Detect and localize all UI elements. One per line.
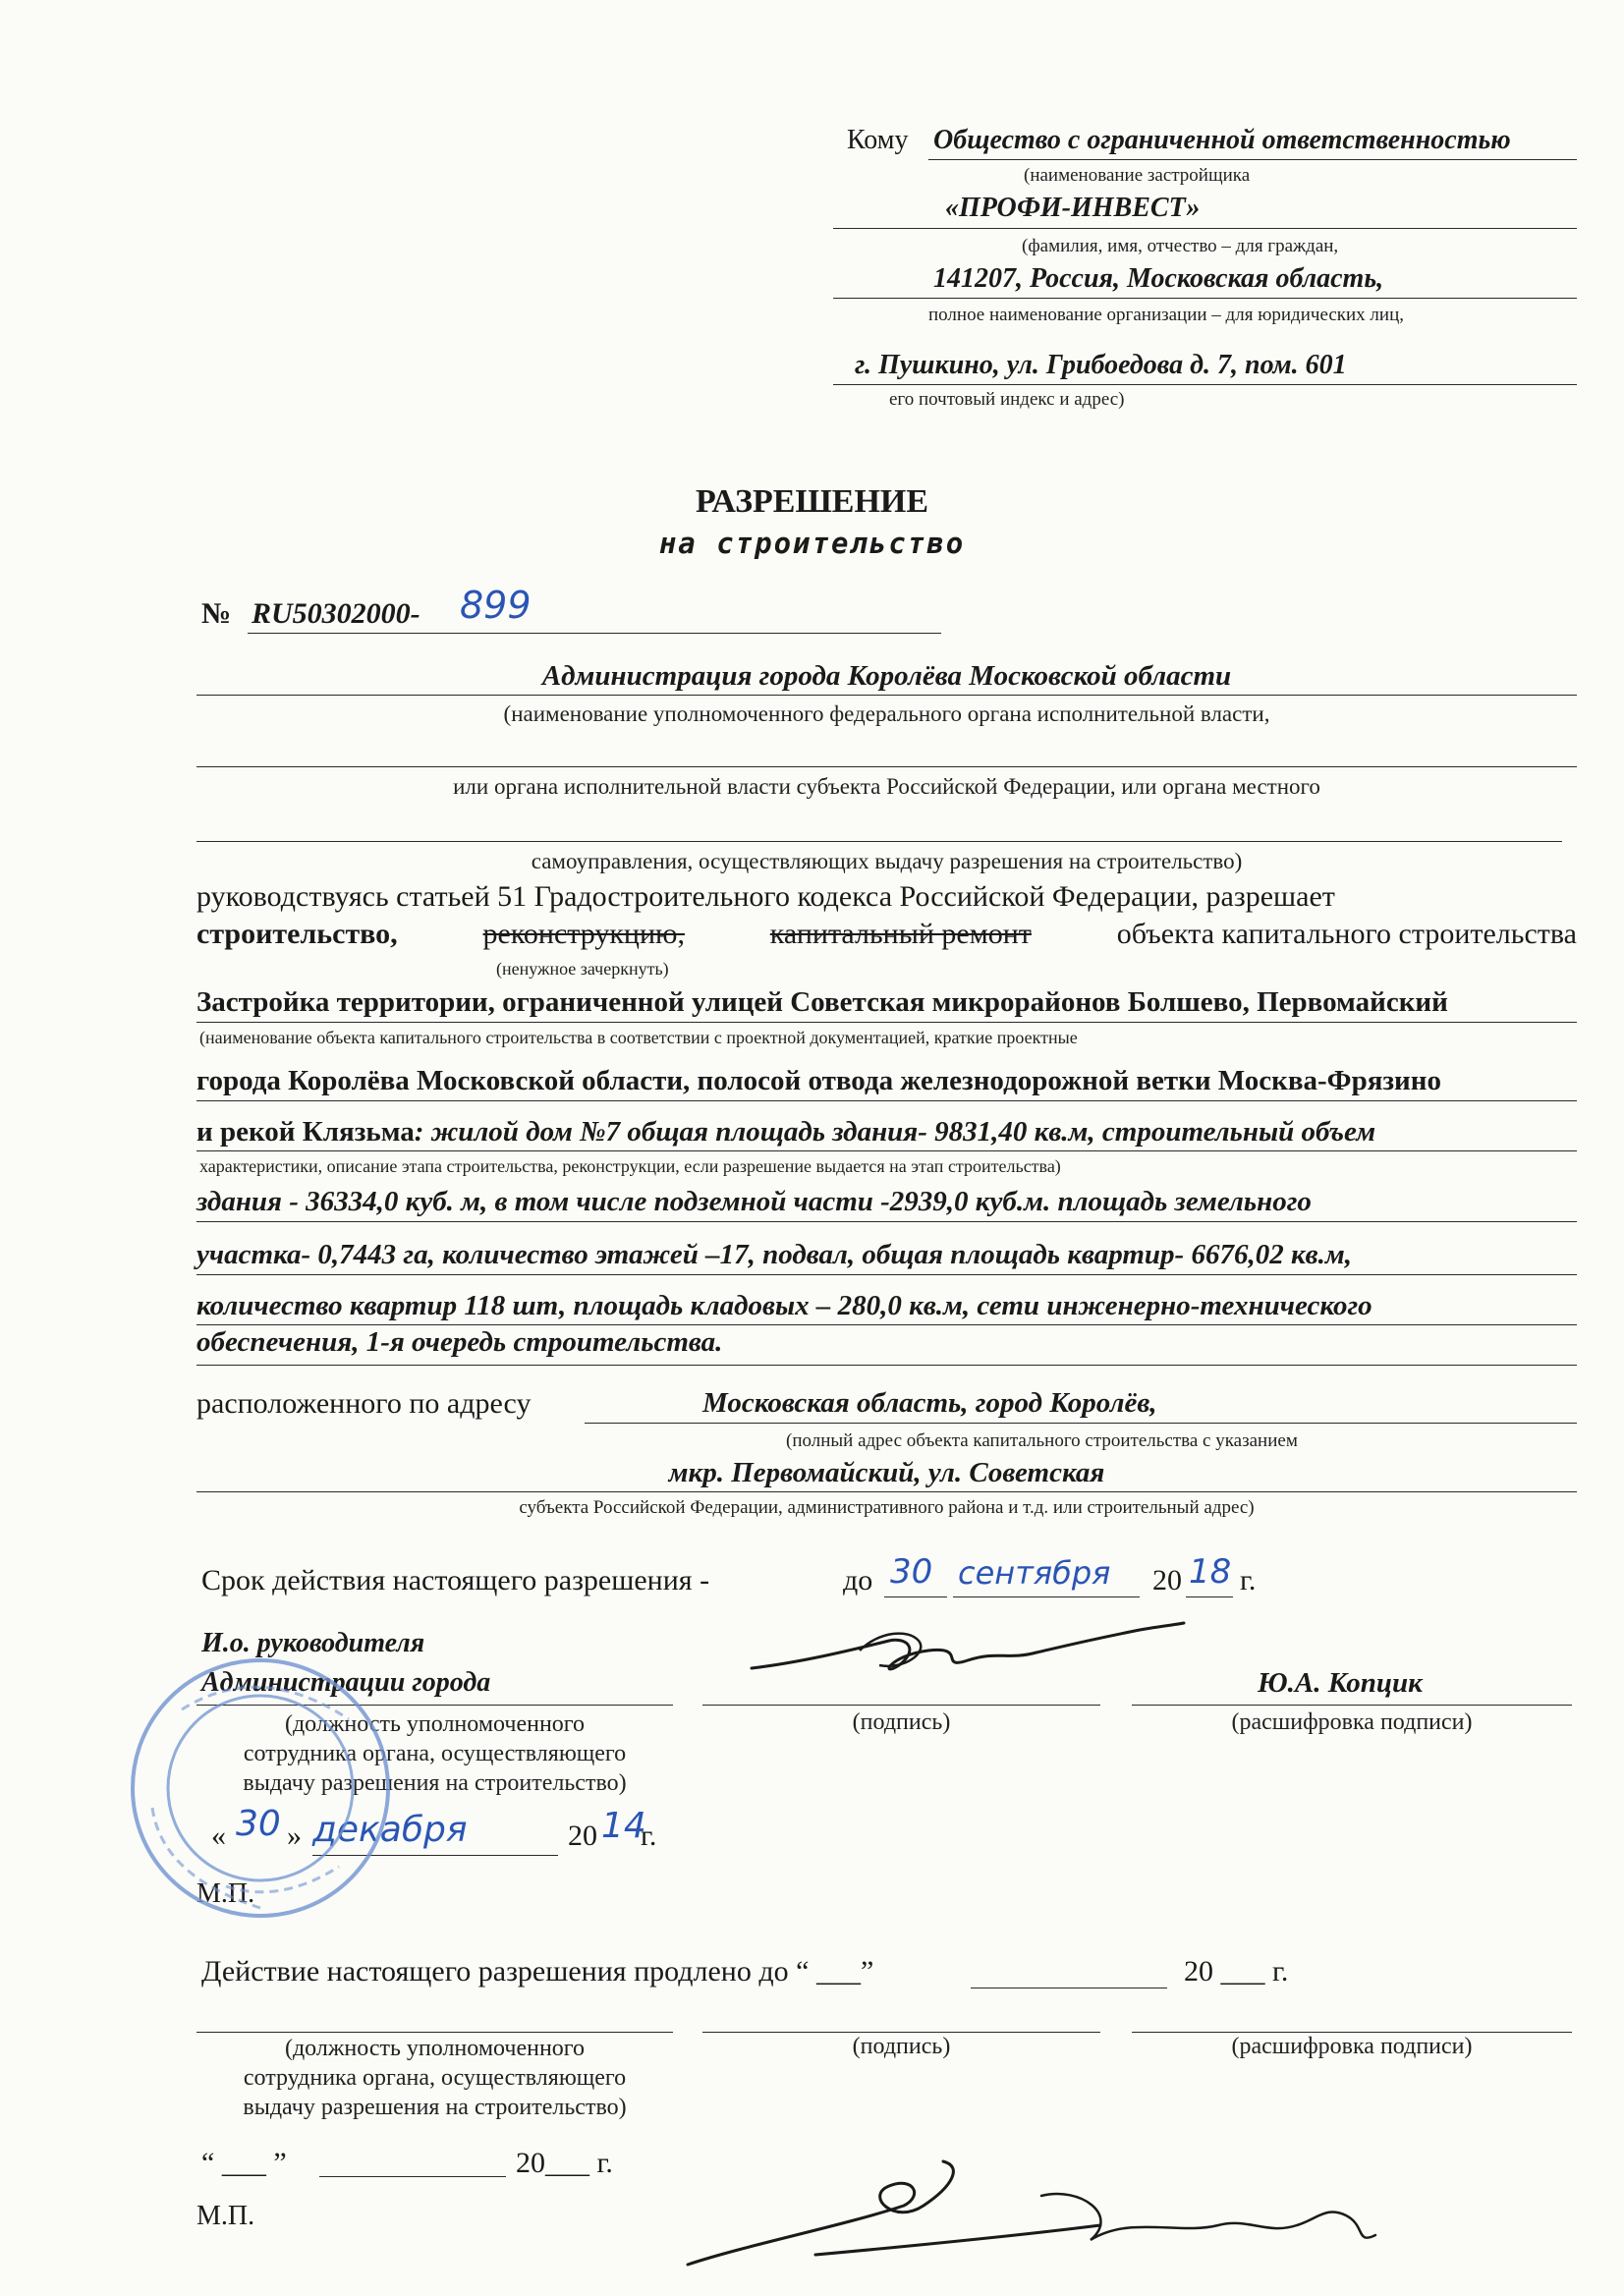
strike-hint: (ненужное зачеркнуть) <box>496 959 669 979</box>
recipient-underline-3 <box>833 298 1577 299</box>
object-line-7: обеспечения, 1-я очередь строительства. <box>196 1326 723 1358</box>
recipient-line-3: 141207, Россия, Московская область, <box>933 263 1384 294</box>
issue-date-month: декабря <box>312 1810 468 1850</box>
decode-hint: (расшифровка подписи) <box>1231 1709 1473 1735</box>
address-line-1: Московская область, город Королёв, <box>702 1387 1157 1419</box>
decode-underline <box>1132 1705 1572 1706</box>
object-underline-6 <box>196 1324 1577 1325</box>
extension-stamp-place-label: М.П. <box>196 2201 255 2231</box>
issue-date-year-end: г. <box>641 1820 657 1852</box>
address-underline-2 <box>196 1491 1577 1492</box>
extension-position-underline <box>196 2032 673 2033</box>
extension-position-hint-line-1: (должность уполномоченного <box>284 2036 586 2061</box>
object-underline-7 <box>196 1365 1577 1366</box>
permit-number: RU50302000- <box>252 597 420 630</box>
position-hint-line-3: выдачу разрешения на строительство) <box>243 1770 627 1796</box>
issue-date-day: 30 <box>236 1804 281 1844</box>
object-line-2: города Королёва Московской области, полосой отвода железнодорожной ветки Москва-Фрязино <box>196 1065 1441 1096</box>
body-action-line <box>196 918 1577 951</box>
signer-name: Ю.А. Копцик <box>1258 1667 1423 1699</box>
authority-hint-3: самоуправления, осуществляющих выдачу разрешения на строительство) <box>531 849 1243 873</box>
position-hint-line-2: сотрудника органа, осуществляющего <box>243 1741 627 1766</box>
action-repair-struck: капитальный ремонт <box>769 918 1032 950</box>
issue-date-open: « <box>211 1820 226 1852</box>
address-line-2: мкр. Первомайский, ул. Советская <box>668 1457 1105 1488</box>
issue-date-close: » <box>287 1820 302 1852</box>
director-signature-icon <box>742 1611 1194 1705</box>
signer-position-line-2: Администрации города <box>201 1667 491 1698</box>
extension-decode-underline <box>1132 2032 1572 2033</box>
document-title: РАЗРЕШЕНИЕ <box>695 483 929 520</box>
authority-underline-2 <box>196 766 1577 767</box>
issue-date-year-suffix: 14 <box>601 1806 646 1846</box>
action-tail: объекта капитального строительства <box>1116 918 1577 950</box>
extension-position-hint <box>196 2034 673 2122</box>
object-underline-2 <box>196 1100 1577 1101</box>
recipient-underline-1 <box>928 159 1577 160</box>
object-line-3-italic: : жилой дом №7 общая площадь здания- 9831,40 кв.м, строительный объем <box>414 1116 1376 1148</box>
validity-day-line <box>884 1596 947 1597</box>
signature-hint: (подпись) <box>852 1709 951 1735</box>
validity-year-line <box>1186 1596 1233 1597</box>
action-reconstruction-struck: реконструкцию, <box>482 918 685 950</box>
recipient-underline-4 <box>833 384 1577 385</box>
body-intro: руководствуясь статьей 51 Градостроительного кодекса Российской Федерации, разрешает <box>196 880 1335 913</box>
extension-decode-hint: (расшифровка подписи) <box>1231 2034 1473 2059</box>
object-line-3 <box>196 1116 1375 1148</box>
action-construction: строительство, <box>196 918 398 950</box>
object-hint-1: (наименование объекта капитального строительства в соответствии с проектной документацией, краткие проектные <box>199 1028 1078 1047</box>
address-label: расположенного по адресу <box>196 1387 532 1420</box>
number-sign: № <box>201 597 232 630</box>
extension-date-year: 20___ г. <box>516 2147 613 2179</box>
object-line-4: здания - 36334,0 куб. м, в том числе подземной части -2939,0 куб.м. площадь земельного <box>196 1186 1312 1217</box>
bottom-signature-icon <box>668 2147 1415 2284</box>
object-line-6: количество квартир 118 шт, площадь кладовых – 280,0 кв.м, сети инженерно-технического <box>196 1290 1372 1321</box>
validity-day: 30 <box>890 1552 933 1592</box>
recipient-line-2: «ПРОФИ-ИНВЕСТ» <box>945 193 1201 223</box>
extension-position-hint-line-3: выдачу разрешения на строительство) <box>243 2095 627 2120</box>
validity-until: до <box>843 1564 873 1596</box>
stamp-place-label: М.П. <box>196 1878 255 1909</box>
issue-date-year-prefix: 20 <box>568 1820 597 1852</box>
validity-year-end: г. <box>1240 1564 1257 1596</box>
extension-date-month-line <box>319 2176 506 2177</box>
recipient-label: Кому <box>847 125 909 155</box>
permit-number-underline <box>248 633 941 634</box>
object-underline-4 <box>196 1221 1577 1222</box>
object-line-1: Застройка территории, ограниченной улицей Советская микрорайонов Болшево, Первомайский <box>196 986 1448 1018</box>
official-seal-icon <box>123 1651 398 1926</box>
recipient-line-4: г. Пушкино, ул. Грибоедова д. 7, пом. 601 <box>855 350 1347 380</box>
authority-name: Администрация города Королёва Московской области <box>541 660 1232 692</box>
recipient-underline-2 <box>833 228 1577 229</box>
document-subtitle: на строительство <box>658 527 966 560</box>
object-line-5: участка- 0,7443 га, количество этажей –17, подвал, общая площадь квартир- 6676,02 кв.м, <box>196 1239 1352 1270</box>
validity-year-suffix: 18 <box>1189 1552 1232 1592</box>
authority-underline-1 <box>196 695 1577 696</box>
recipient-hint-2: (фамилия, имя, отчество – для граждан, <box>1022 236 1339 256</box>
object-underline-3 <box>196 1150 1577 1151</box>
address-hint-2: субъекта Российской Федерации, административного района и т.д. или строительный адрес) <box>519 1497 1255 1518</box>
extension-position-hint-line-2: сотрудника органа, осуществляющего <box>243 2065 627 2091</box>
extension-date-quotes: “ ___ ” <box>201 2147 287 2179</box>
extension-signature-underline <box>702 2032 1100 2033</box>
extension-label: Действие настоящего разрешения продлено до “ ___” <box>201 1955 874 1988</box>
object-underline-1 <box>196 1022 1577 1023</box>
extension-signature-hint: (подпись) <box>852 2034 951 2059</box>
recipient-hint-1: (наименование застройщика <box>1024 165 1251 186</box>
object-line-3-bold: и рекой Клязьма <box>196 1116 415 1148</box>
extension-year: 20 ___ г. <box>1184 1955 1289 1988</box>
object-hint-2: характеристики, описание этапа строительства, реконструкции, если разрешение выдается на этап строительства) <box>199 1156 1061 1176</box>
signer-position-line-1: И.о. руководителя <box>201 1628 425 1658</box>
validity-label: Срок действия настоящего разрешения - <box>201 1564 710 1596</box>
validity-month-line <box>953 1596 1140 1597</box>
permit-number-handwritten: 899 <box>460 584 532 627</box>
recipient-line-1: Общество с ограниченной ответственностью <box>933 125 1511 155</box>
address-underline-1 <box>585 1423 1577 1424</box>
validity-month: сентября <box>958 1554 1111 1592</box>
position-hint-line-1: (должность уполномоченного <box>284 1711 586 1737</box>
address-hint-1: (полный адрес объекта капитального строительства с указанием <box>786 1430 1298 1451</box>
recipient-hint-3: полное наименование организации – для юридических лиц, <box>928 305 1404 325</box>
authority-hint-1: (наименование уполномоченного федерального органа исполнительной власти, <box>503 701 1270 726</box>
object-underline-5 <box>196 1274 1577 1275</box>
authority-underline-3 <box>196 841 1562 842</box>
recipient-hint-4: его почтовый индекс и адрес) <box>889 389 1125 410</box>
validity-year-prefix: 20 <box>1152 1564 1182 1596</box>
authority-hint-2: или органа исполнительной власти субъекта Российской Федерации, или органа местного <box>453 774 1320 799</box>
signature-underline <box>702 1705 1100 1706</box>
